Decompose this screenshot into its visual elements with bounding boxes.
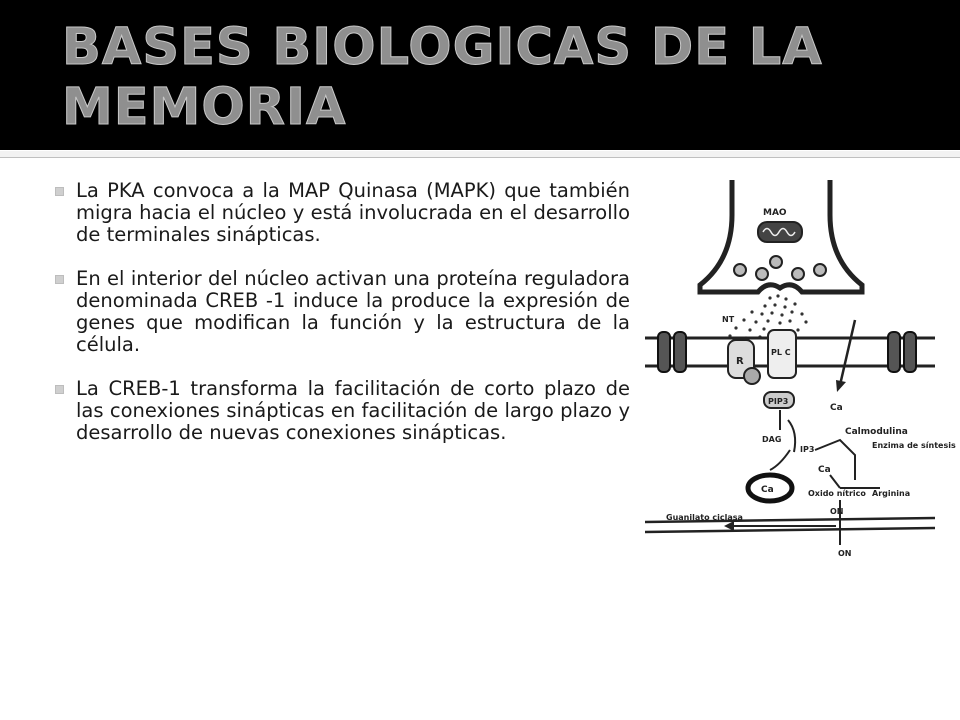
arrow-head: [836, 380, 846, 392]
ion-channel: [674, 332, 686, 372]
vesicle: [770, 256, 782, 268]
bullet-list: [55, 180, 630, 466]
ip3-label: IP3: [800, 445, 815, 454]
vesicle: [792, 268, 804, 280]
ca-store-label: Ca: [761, 485, 774, 495]
oxido-label: Oxido nítrico: [808, 489, 866, 498]
arginina-label: Arginina: [872, 489, 911, 498]
g-protein: [744, 368, 760, 384]
slide-title: BASES BIOLOGICAS DE LA MEMORIA: [62, 18, 823, 137]
title-bar: [0, 0, 960, 150]
pip3-label: PIP3: [768, 397, 789, 406]
square-bullet-icon: [55, 275, 64, 284]
square-bullet-icon: [55, 187, 64, 196]
title-divider: [0, 151, 960, 158]
vesicle: [814, 264, 826, 276]
on-bottom-label: ON: [838, 549, 852, 558]
plc-label: PL C: [771, 348, 791, 357]
arrow-head: [724, 521, 734, 531]
bullet-text-2: En el interior del núcleo activan una proteína reguladora denominada CREB -1 induce la produce la expresión de genes que modifican la función y la estructura de la célula.: [76, 267, 630, 356]
ca-top-label: Ca: [830, 403, 843, 413]
ca-mid-label: Ca: [818, 465, 831, 475]
calcium-influx-arrow: [840, 320, 855, 385]
nt-label: NT: [722, 315, 735, 324]
mao-mitochondrion: [758, 222, 802, 242]
guanilato-label: Guanilato ciclasa: [666, 513, 743, 522]
on-top-label: ON: [830, 507, 844, 516]
ip3-path: [788, 420, 795, 452]
r-label: R: [736, 356, 744, 367]
ion-channel: [904, 332, 916, 372]
bullet-text-3: La CREB-1 transforma la facilitación de corto plazo de las conexiones sinápticas en facilitación de largo plazo y desarrollo de nuevas conexiones sinápticas.: [76, 377, 630, 444]
synapse-diagram: [640, 170, 956, 565]
ion-channel: [888, 332, 900, 372]
enzima-label: Enzima de síntesis: [872, 441, 956, 450]
dag-label: DAG: [762, 435, 782, 444]
bullet-item-1: [55, 180, 630, 246]
ion-channel: [658, 332, 670, 372]
vesicle: [756, 268, 768, 280]
ip3-arrow: [770, 450, 790, 470]
calmodulina-label: Calmodulina: [845, 427, 908, 437]
vesicle: [734, 264, 746, 276]
mao-label: MAO: [763, 208, 787, 218]
square-bullet-icon: [55, 385, 64, 394]
bullet-item-2: [55, 268, 630, 356]
bullet-item-3: [55, 378, 630, 444]
bullet-text-1: La PKA convoca a la MAP Quinasa (MAPK) que también migra hacia el núcleo y está involucrada en el desarrollo de terminales sinápticas.: [76, 179, 630, 246]
